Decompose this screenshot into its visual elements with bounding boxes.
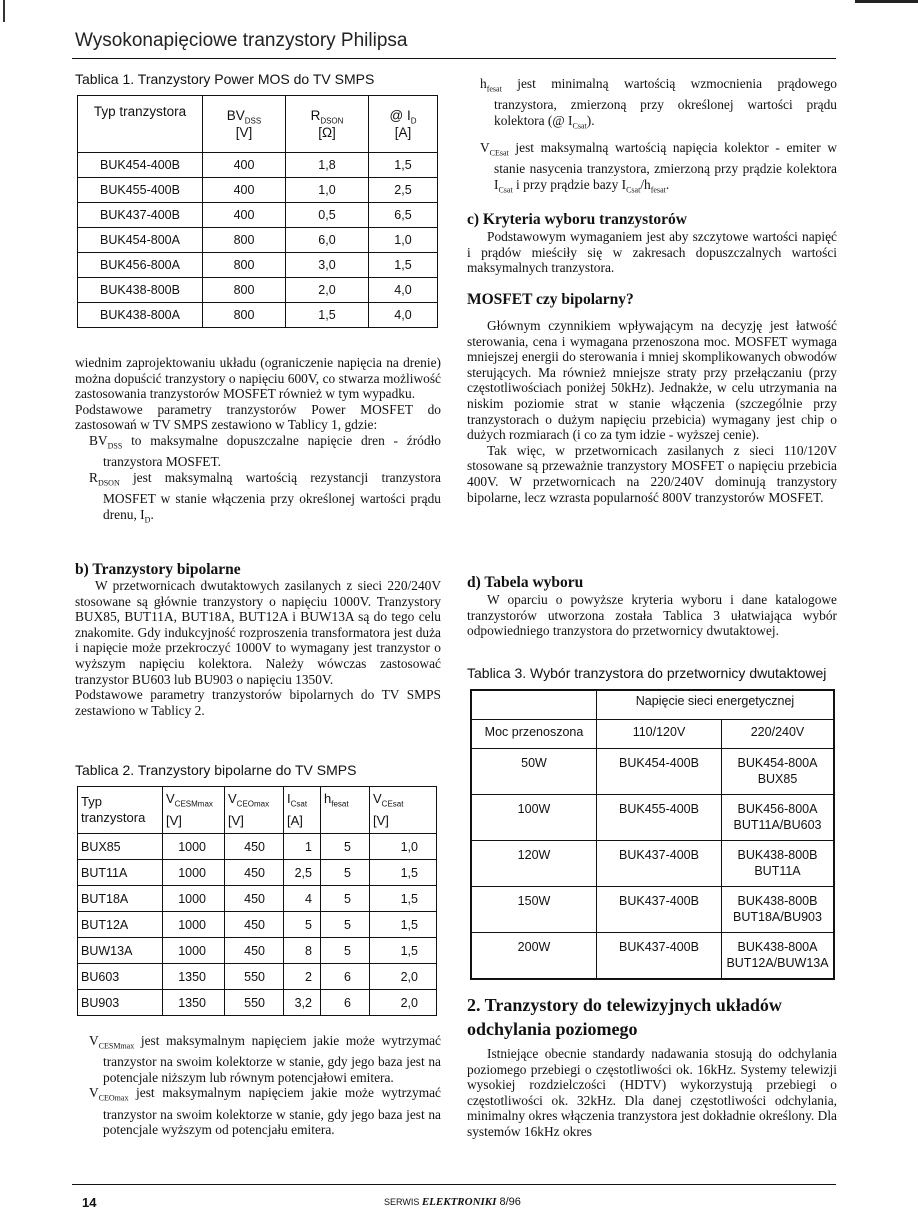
scan-corner-mark <box>855 0 918 3</box>
t2-header-hfesat: $h_{fesat}$ <box>321 787 370 834</box>
table-row: 100W BUK455-400B BUK456-800A BUT11A/BU603 <box>471 795 834 841</box>
running-header: Wysokonapięciowe tranzystory Philipsa <box>75 30 408 51</box>
right-column-text-1 <box>480 76 837 198</box>
left-column-text-2 <box>75 578 441 718</box>
table1 <box>77 95 438 328</box>
t2-header-vceo: $V_{CEOmax}$ [V] <box>225 787 284 834</box>
table-row: BUT18A 1000 450 4 5 1,5 <box>78 886 437 912</box>
table-row: BUT11A 1000 450 2,5 5 1,5 <box>78 860 437 886</box>
table1-caption: Tablica 1. Tranzystory Power MOS do TV SMPS <box>75 71 375 87</box>
paragraph: Głównym czynnikiem wpływającym na decyzję jest łatwość sterowania, cena i wymagana przenoszona moc. MOSFET wymaga mniejszej energii do sterowania i mniej skomplikowanych obwodów sterujących. Ma również mniejsze straty przy przełączaniu (przy częstotliwościach poniżej 50kHz). Jednakże, w celu utrzymania na niskim poziomie strat w stanie włączenia (szczególnie przy tranzystorach o dużym napięciu przebicia) wymagany jest chip o dużych rozmiarach (i co za tym idzie - wyższej cenie). <box>467 318 837 443</box>
definition-vcesm: $V_{CESMmax}$ jest maksymalnym napięciem jakie może wytrzymać tranzystor na swoim kolektorze w stanie, gdy jego baza jest na potencjale niższym lub równym potencjałowi emitera. <box>89 1033 441 1085</box>
left-column-text-3 <box>89 1033 441 1138</box>
t1-header-bvdss: $BV_{DSS}$ [V] <box>203 96 286 153</box>
table-row: 50W BUK454-400B BUK454-800A BUX85 <box>471 749 834 795</box>
footer-rule <box>72 1184 836 1185</box>
table-row: BU603 1350 550 2 6 2,0 <box>78 964 437 990</box>
right-column-text-2 <box>467 229 837 276</box>
header-rule <box>72 58 836 59</box>
section-heading-2: 2. Tranzystory do telewizyjnych układów odchylania poziomego <box>467 995 782 1039</box>
t2-header-vcesat: $V_{CEsat}$ [V] <box>370 787 437 834</box>
table3-caption: Tablica 3. Wybór tranzystora do przetwornicy dwutaktowej <box>467 665 827 681</box>
section-heading-mosfet: MOSFET czy bipolarny? <box>467 291 634 308</box>
table-row: BUK438-800B 800 2,0 4,0 <box>78 278 438 303</box>
t1-header-id: @ $I_D$ [A] <box>369 96 438 153</box>
t3-header-220: 220/240V <box>722 720 835 749</box>
paragraph: Podstawowe parametry tranzystorów bipolarnych do TV SMPS zestawiono w Tablicy 2. <box>75 687 441 718</box>
right-column-text-5 <box>467 1046 837 1140</box>
table-row: 150W BUK437-400B BUK438-800B BUT18A/BU903 <box>471 887 834 933</box>
definition-vceo: $V_{CEOmax}$ jest maksymalnym napięciem jakie może wytrzymać tranzystor na swoim kolektorze w stanie, gdy jego baza jest na potencjale wyższym od potencjału emitera. <box>89 1085 441 1138</box>
t2-header-icsat: $I_{Csat}$ [A] <box>284 787 321 834</box>
definition-rdson: $R_{DSON}$ jest maksymalną wartością rezystancji tranzystora MOSFET w stanie włączenia przy określonej wartości prądu drenu, $I_D$. <box>89 469 441 525</box>
t3-empty-corner <box>471 690 597 720</box>
paragraph: Podstawowe parametry tranzystorów Power MOSFET do zastosowań w TV SMPS zestawiono w Tablicy 1, gdzie: <box>75 401 441 433</box>
t1-header-rdson: $R_{DSON}$ [Ω] <box>286 96 369 153</box>
table-row: BUK437-400B 400 0,5 6,5 <box>78 203 438 228</box>
paragraph: W przetwornicach dwutaktowych zasilanych z sieci 220/240V stosowane są głównie tranzystory o napięciu 1000V. Tranzystory BUX85, BUT11A, BUT18A, BUT12A i BUW13A są do tego celu znakomite. Gdy indukcyjność rozproszenia transformatora jest duża i napięcie może przekroczyć 1000V to wymagany jest tranzystor o wyższym napięciu kolektora. Należy wówczas zastosować tranzystor BU603 lub BU903 o napięciu 1350V. <box>75 578 441 687</box>
scan-edge-mark <box>3 0 5 22</box>
paragraph: wiednim zaprojektowaniu układu (ograniczenie napięcia na drenie) można dopuścić tranzystory o napięciu 600V, co stwarza możliwość zastosowania tranzystorów MOSFET również w tym wypadku. <box>75 355 441 402</box>
table-row: BUK456-800A 800 3,0 1,5 <box>78 253 438 278</box>
table2 <box>77 786 437 1016</box>
definition-vcesat: $V_{CEsat}$ jest maksymalną wartością napięcia kolektor - emiter w stanie nasycenia tranzystora, zmierzoną przy prądzie kolektora $I_{Csat}$ i przy prądzie bazy $I_{Csat}/h_{fesat}$. <box>480 140 837 195</box>
paragraph: Tak więc, w przetwornicach zasilanych z sieci 110/120V stosowane są przeważnie tranzystory MOSFET o napięciu przebicia 400V. W przetwornicach na 220/240V dominują tranzystory bipolarne, lecz wzrasta popularność 800V tranzystorów MOSFET. <box>467 442 837 505</box>
footer-brand: SERWIS ELEKTRONIKI 8/96 <box>384 1196 521 1208</box>
t3-header-110: 110/120V <box>597 720 722 749</box>
table-row: BUK455-400B 400 1,0 2,5 <box>78 178 438 203</box>
table-row: BUW13A 1000 450 8 5 1,5 <box>78 938 437 964</box>
t3-header-power: Moc przenoszona <box>471 720 597 749</box>
table-row: BUT12A 1000 450 5 5 1,5 <box>78 912 437 938</box>
section-heading-b: b) Tranzystory bipolarne <box>75 561 241 578</box>
left-column-text-1 <box>75 355 441 528</box>
paragraph: Podstawowym wymaganiem jest aby szczytowe wartości napięć i prądów mieściły się w zakresach dopuszczalnych wartości maksymalnych tranzystora. <box>467 229 837 276</box>
table-row: 120W BUK437-400B BUK438-800B BUT11A <box>471 841 834 887</box>
definition-bvdss: $BV_{DSS}$ to maksymalne dopuszczalne napięcie dren - źródło tranzystora MOSFET. <box>89 432 441 470</box>
right-column-text-3 <box>467 318 837 505</box>
table2-caption: Tablica 2. Tranzystory bipolarne do TV SMPS <box>75 762 357 778</box>
t1-header-type: Typ tranzystora <box>78 96 203 153</box>
table3 <box>470 689 835 980</box>
table-row: 200W BUK437-400B BUK438-800A BUT12A/BUW13A <box>471 933 834 979</box>
paragraph: W oparciu o powyższe kryteria wyboru i dane katalogowe tranzystorów utworzona została Tablica 3 ułatwiająca wybór odpowiedniego tranzystora do przetwornicy dwutaktowej. <box>467 592 837 639</box>
table-row: BU903 1350 550 3,2 6 2,0 <box>78 990 437 1016</box>
right-column-text-4 <box>467 592 837 639</box>
page-number: 14 <box>82 1195 97 1210</box>
section-heading-d: d) Tabela wyboru <box>467 574 584 591</box>
paragraph: Istniejące obecnie standardy nadawania stosują do odchylania poziomego przebiegi o częstotliwości ok. 16kHz. Systemy telewizji wysokiej rozdzielczości (HDTV) wykorzystują przebiegi o częstotliwości ok. 32kHz. Dla danej częstotliwości odchylania, minimalny okres włączenia tranzystora jest dokładnie określony. Dla systemów 16kHz okres <box>467 1046 837 1139</box>
table-row: BUK454-800A 800 6,0 1,0 <box>78 228 438 253</box>
table-row: BUX85 1000 450 1 5 1,0 <box>78 834 437 860</box>
t2-header-type: Typ tranzystora <box>78 787 163 834</box>
t2-header-vcesm: $V_{CESMmax}$ [V] <box>163 787 225 834</box>
table-row: BUK438-800A 800 1,5 4,0 <box>78 303 438 328</box>
section-heading-c: c) Kryteria wyboru tranzystorów <box>467 211 687 228</box>
t3-group-header: Napięcie sieci energetycznej <box>597 690 835 720</box>
definition-hfesat: $h_{fesat}$ jest minimalną wartością wzmocnienia prądowego tranzystora, zmierzoną przy określonej wartości prądu kolektora (@ $I_{Csat}$). <box>480 76 837 131</box>
table-row: BUK454-400B 400 1,8 1,5 <box>78 153 438 178</box>
